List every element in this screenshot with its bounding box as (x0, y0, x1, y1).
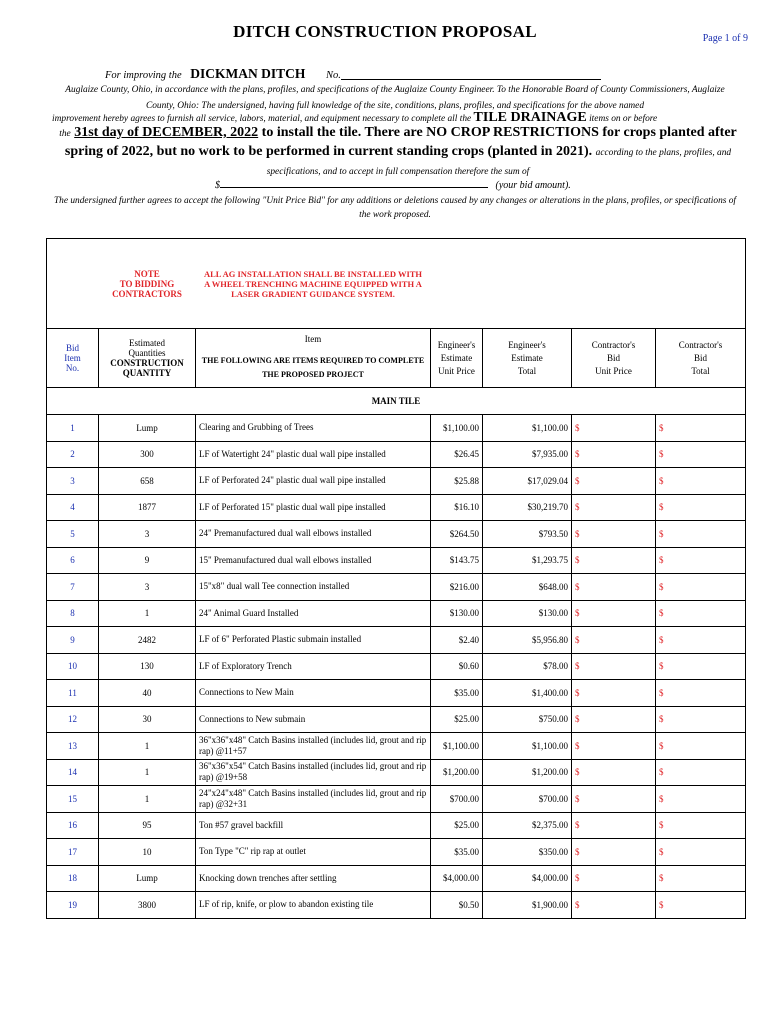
engineer-total: $648.00 (483, 574, 572, 601)
contractor-unit-price[interactable]: $ (572, 812, 656, 839)
bid-item-number: 1 (47, 415, 99, 442)
quantity-cell: 40 (99, 680, 196, 707)
quantity-cell: Lump (99, 415, 196, 442)
contractor-total[interactable]: $ (656, 468, 746, 495)
item-description: LF of Perforated 24" plastic dual wall pipe installed (196, 468, 431, 495)
contractor-total[interactable]: $ (656, 653, 746, 680)
contractor-unit-price[interactable]: $ (572, 839, 656, 866)
section-row (47, 388, 746, 415)
contractor-total[interactable]: $ (656, 415, 746, 442)
contractor-unit-price[interactable]: $ (572, 865, 656, 892)
contractor-total[interactable]: $ (656, 574, 746, 601)
contractor-total[interactable]: $ (656, 680, 746, 707)
item-description: 24" Animal Guard Installed (196, 600, 431, 627)
engineer-total: $700.00 (483, 786, 572, 813)
contractor-unit-price[interactable]: $ (572, 574, 656, 601)
engineer-unit-price: $25.88 (431, 468, 483, 495)
table-row (47, 441, 746, 468)
improving-line (105, 66, 601, 82)
engineer-total: $2,375.00 (483, 812, 572, 839)
engineer-total: $1,900.00 (483, 892, 572, 919)
bid-item-number: 19 (47, 892, 99, 919)
engineer-unit-price: $26.45 (431, 441, 483, 468)
quantity-cell: 300 (99, 441, 196, 468)
quantity-cell: 95 (99, 812, 196, 839)
item-description: Knocking down trenches after settling (196, 865, 431, 892)
quantity-cell: 3 (99, 574, 196, 601)
item-description: 36"x36"x48" Catch Basins installed (includes lid, grout and rip rap) @11+57 (196, 733, 431, 760)
engineer-unit-price: $700.00 (431, 786, 483, 813)
contractor-total[interactable]: $ (656, 892, 746, 919)
engineer-total: $1,293.75 (483, 547, 572, 574)
contractor-total[interactable]: $ (656, 733, 746, 760)
page-number: Page 1 of 9 (702, 33, 748, 44)
contractor-unit-price[interactable]: $ (572, 786, 656, 813)
item-description: 24" Premanufactured dual wall elbows installed (196, 521, 431, 548)
contractor-total[interactable]: $ (656, 759, 746, 786)
table-row (47, 468, 746, 495)
ditch-name: DICKMAN DITCH (190, 66, 306, 81)
contractor-total[interactable]: $ (656, 547, 746, 574)
table-row (47, 892, 746, 919)
unit-price-paragraph: The undersigned further agrees to accept the following "Unit Price Bid" for any additions or deletions caused by any changes or alterations in the plans, profiles, or specifications of the work proposed. (53, 196, 737, 220)
completion-terms (48, 124, 748, 181)
dollar-sign: $ (215, 180, 220, 191)
engineer-total: $1,100.00 (483, 415, 572, 442)
contractor-unit-price[interactable]: $ (572, 415, 656, 442)
item-description: LF of 6" Perforated Plastic submain installed (196, 627, 431, 654)
engineer-unit-price: $0.50 (431, 892, 483, 919)
engineer-unit-price: $4,000.00 (431, 865, 483, 892)
header-item-b: THE FOLLOWING ARE ITEMS REQUIRED TO COMPLETE THE PROPOSED PROJECT (201, 356, 425, 379)
contractor-unit-price[interactable]: $ (572, 680, 656, 707)
item-description: Connections to New submain (196, 706, 431, 733)
bid-item-number: 7 (47, 574, 99, 601)
table-row (47, 839, 746, 866)
header-quantity-a: Estimated Quantities (128, 338, 166, 358)
contractor-unit-price[interactable]: $ (572, 653, 656, 680)
bid-item-number: 3 (47, 468, 99, 495)
table-row (47, 494, 746, 521)
quantity-cell: Lump (99, 865, 196, 892)
contractor-total[interactable]: $ (656, 441, 746, 468)
header-eng-unit: Engineer's Estimate Unit Price (431, 329, 483, 388)
bid-item-number: 9 (47, 627, 99, 654)
bid-item-number: 17 (47, 839, 99, 866)
contractor-unit-price[interactable]: $ (572, 759, 656, 786)
ag-installation-note: ALL AG INSTALLATION SHALL BE INSTALLED WITH A WHEEL TRENCHING MACHINE EQUIPPED WITH A LASER GRADIENT GUIDANCE SYSTEM. (196, 239, 431, 329)
bid-item-number: 2 (47, 441, 99, 468)
header-eng-total: Engineer's Estimate Total (483, 329, 572, 388)
engineer-total: $4,000.00 (483, 865, 572, 892)
contractor-unit-price[interactable]: $ (572, 468, 656, 495)
bid-item-number: 5 (47, 521, 99, 548)
engineer-total: $1,400.00 (483, 680, 572, 707)
quantity-cell: 658 (99, 468, 196, 495)
table-row (47, 547, 746, 574)
table-row (47, 415, 746, 442)
engineer-unit-price: $1,100.00 (431, 733, 483, 760)
document-title: DITCH CONSTRUCTION PROPOSAL (233, 22, 537, 41)
agreement-end-text: items on or before (589, 114, 658, 124)
contractor-total[interactable]: $ (656, 865, 746, 892)
header-item (196, 329, 431, 388)
contractor-total[interactable]: $ (656, 812, 746, 839)
contractor-unit-price[interactable]: $ (572, 627, 656, 654)
engineer-total: $5,956.80 (483, 627, 572, 654)
compensation-text: according to the plans, profiles, and specifications, and to accept in full compensation therefore the sum of (266, 148, 732, 177)
quantity-cell: 130 (99, 653, 196, 680)
contractor-total[interactable]: $ (656, 521, 746, 548)
engineer-unit-price: $143.75 (431, 547, 483, 574)
table-row (47, 733, 746, 760)
contractor-total[interactable]: $ (656, 494, 746, 521)
contractor-unit-price[interactable]: $ (572, 441, 656, 468)
engineer-unit-price: $1,200.00 (431, 759, 483, 786)
item-description: 36"x36"x54" Catch Basins installed (includes lid, grout and rip rap) @19+58 (196, 759, 431, 786)
intro-paragraph: Auglaize County, Ohio, in accordance with the plans, profiles, and specifications of the Auglaize County Engineer. To the Honorable Board of County Commissioners, Auglaize County, Ohio: The undersigned, having full knowledge of the site, conditions, plans, profiles, and specifications for the above named (65, 85, 725, 111)
engineer-unit-price: $16.10 (431, 494, 483, 521)
number-label: No. (326, 70, 341, 81)
engineer-total: $17,029.04 (483, 468, 572, 495)
contractor-total[interactable]: $ (656, 600, 746, 627)
item-description: 24"x24"x48" Catch Basins installed (includes lid, grout and rip rap) @32+31 (196, 786, 431, 813)
item-description: LF of Watertight 24" plastic dual wall pipe installed (196, 441, 431, 468)
bid-item-number: 14 (47, 759, 99, 786)
table-row (47, 521, 746, 548)
your-bid-label: (your bid amount). (495, 180, 571, 191)
bid-item-number: 12 (47, 706, 99, 733)
quantity-cell: 1 (99, 600, 196, 627)
engineer-unit-price: $216.00 (431, 574, 483, 601)
quantity-cell: 30 (99, 706, 196, 733)
engineer-unit-price: $25.00 (431, 812, 483, 839)
engineer-total: $1,200.00 (483, 759, 572, 786)
bid-item-number: 4 (47, 494, 99, 521)
quantity-cell: 1 (99, 786, 196, 813)
header-con-total: Contractor's Bid Total (656, 329, 746, 388)
contractor-unit-price[interactable]: $ (572, 600, 656, 627)
quantity-cell: 1877 (99, 494, 196, 521)
table-row (47, 786, 746, 813)
item-description: LF of Perforated 15" plastic dual wall pipe installed (196, 494, 431, 521)
the-label: the (59, 129, 71, 139)
engineer-unit-price: $2.40 (431, 627, 483, 654)
contractor-unit-price[interactable]: $ (572, 733, 656, 760)
bid-table (46, 238, 746, 919)
table-row (47, 653, 746, 680)
item-description: Clearing and Grubbing of Trees (196, 415, 431, 442)
crop-restriction-text: to install the tile. There are NO CROP RESTRICTIONS for crops planted after spring of 2022, but no work to be performed in current standing crops (planted in 2021). (64, 125, 737, 159)
engineer-total: $130.00 (483, 600, 572, 627)
engineer-total: $1,100.00 (483, 733, 572, 760)
item-description: 15"x8" dual wall Tee connection installed (196, 574, 431, 601)
bid-item-number: 8 (47, 600, 99, 627)
bid-item-number: 6 (47, 547, 99, 574)
header-bid-item: Bid Item No. (47, 329, 99, 388)
item-description: LF of Exploratory Trench (196, 653, 431, 680)
tile-drainage-label: TILE DRAINAGE (473, 110, 587, 125)
contractor-unit-price[interactable]: $ (572, 706, 656, 733)
table-header-row (47, 329, 746, 388)
quantity-cell: 10 (99, 839, 196, 866)
quantity-cell: 3800 (99, 892, 196, 919)
engineer-total: $750.00 (483, 706, 572, 733)
contractor-total[interactable]: $ (656, 786, 746, 813)
table-row (47, 759, 746, 786)
bid-item-number: 10 (47, 653, 99, 680)
table-row (47, 812, 746, 839)
engineer-unit-price: $35.00 (431, 680, 483, 707)
table-row (47, 574, 746, 601)
engineer-unit-price: $25.00 (431, 706, 483, 733)
quantity-cell: 2482 (99, 627, 196, 654)
bid-item-number: 13 (47, 733, 99, 760)
header-quantity (99, 329, 196, 388)
engineer-total: $7,935.00 (483, 441, 572, 468)
quantity-cell: 1 (99, 759, 196, 786)
item-description: Ton Type "C" rip rap at outlet (196, 839, 431, 866)
engineer-unit-price: $264.50 (431, 521, 483, 548)
item-description: 15" Premanufactured dual wall elbows installed (196, 547, 431, 574)
table-row (47, 600, 746, 627)
contractor-total[interactable]: $ (656, 839, 746, 866)
bid-item-number: 11 (47, 680, 99, 707)
quantity-cell: 1 (99, 733, 196, 760)
contractor-unit-price[interactable]: $ (572, 892, 656, 919)
item-description: Connections to New Main (196, 680, 431, 707)
contractor-total[interactable]: $ (656, 627, 746, 654)
header-item-a: Item (304, 334, 322, 344)
table-row (47, 627, 746, 654)
header-con-unit: Contractor's Bid Unit Price (572, 329, 656, 388)
item-description: Ton #57 gravel backfill (196, 812, 431, 839)
table-row (47, 680, 746, 707)
engineer-unit-price: $130.00 (431, 600, 483, 627)
note-to-bidders: NOTE TO BIDDING CONTRACTORS (99, 239, 196, 329)
contractor-total[interactable]: $ (656, 706, 746, 733)
bid-item-number: 15 (47, 786, 99, 813)
bid-rows (47, 415, 746, 919)
section-title: MAIN TILE (47, 388, 746, 415)
bid-amount-line (215, 177, 571, 191)
agreement-text: improvement hereby agrees to furnish all service, labors, material, and equipment necessary to complete all the (52, 114, 472, 124)
bid-amount-blank[interactable] (220, 177, 488, 188)
completion-date: 31st day of DECEMBER, 2022 (74, 125, 259, 140)
engineer-unit-price: $35.00 (431, 839, 483, 866)
contractor-unit-price[interactable]: $ (572, 547, 656, 574)
contractor-unit-price[interactable]: $ (572, 494, 656, 521)
item-description: LF of rip, knife, or plow to abandon existing tile (196, 892, 431, 919)
quantity-cell: 9 (99, 547, 196, 574)
for-improving-label: For improving the (105, 70, 182, 81)
quantity-cell: 3 (99, 521, 196, 548)
engineer-total: $78.00 (483, 653, 572, 680)
engineer-total: $30,219.70 (483, 494, 572, 521)
bid-item-number: 18 (47, 865, 99, 892)
table-notes-row (47, 239, 746, 329)
engineer-unit-price: $0.60 (431, 653, 483, 680)
table-row (47, 865, 746, 892)
engineer-total: $350.00 (483, 839, 572, 866)
bid-item-number: 16 (47, 812, 99, 839)
number-blank (341, 68, 601, 80)
contractor-unit-price[interactable]: $ (572, 521, 656, 548)
header-quantity-b: CONSTRUCTION QUANTITY (110, 358, 184, 378)
table-row (47, 706, 746, 733)
engineer-total: $793.50 (483, 521, 572, 548)
engineer-unit-price: $1,100.00 (431, 415, 483, 442)
